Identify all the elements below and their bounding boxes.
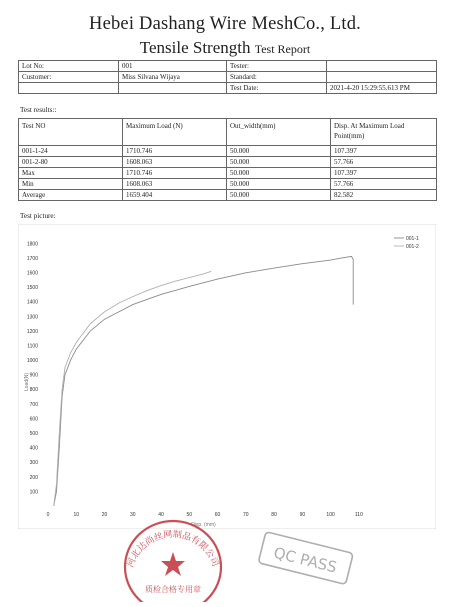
- lot-no-value: 001: [119, 61, 227, 72]
- report-title-sub: Test Report: [254, 42, 311, 56]
- tester-value: [327, 61, 437, 72]
- results-header-row: [19, 119, 437, 146]
- y-tick-label: 1600: [26, 270, 38, 277]
- y-tick-label: 1700: [26, 255, 38, 262]
- test-date-label: Test Date:: [227, 83, 327, 94]
- x-tick-label: 70: [243, 512, 249, 518]
- table-cell: 1710.746: [123, 146, 227, 157]
- x-tick-label: 10: [73, 512, 80, 518]
- y-tick-label: 100: [29, 489, 38, 496]
- table-cell: 57.766: [331, 179, 437, 190]
- customer-label: Customer:: [19, 72, 119, 83]
- tester-label: Tester:: [227, 61, 327, 72]
- table-row: [19, 157, 437, 168]
- info-row: [19, 72, 437, 83]
- table-row: [19, 146, 437, 157]
- y-tick-label: 1500: [26, 285, 38, 292]
- picture-label: Test picture:: [20, 212, 56, 220]
- customer-value: Miss Silvana Wijaya: [119, 72, 227, 83]
- report-title: [0, 38, 450, 58]
- table-row: [19, 168, 437, 179]
- x-tick-label: 30: [130, 512, 136, 518]
- table-cell: 001-2-80: [19, 157, 123, 168]
- chart-frame: [18, 224, 436, 529]
- lot-no-label: Lot No:: [19, 61, 119, 72]
- table-cell: 50.000: [227, 146, 331, 157]
- x-tick-label: 90: [299, 512, 306, 518]
- tensile-chart: [18, 224, 436, 529]
- table-cell: 001-1-24: [19, 146, 123, 157]
- qc-pass-text: QC PASS: [271, 543, 339, 577]
- x-tick-label: 20: [101, 512, 108, 518]
- x-tick-label: 100: [326, 512, 335, 518]
- x-tick-label: 0: [46, 512, 50, 518]
- col-header-disp: Disp. At Maximum Load Point(mm): [331, 119, 437, 146]
- y-tick-label: 1800: [26, 241, 38, 248]
- report-title-main: Tensile Strength: [139, 38, 251, 57]
- y-tick-label: 200: [29, 474, 38, 481]
- table-cell: 50.000: [227, 179, 331, 190]
- y-tick-label: 600: [29, 416, 38, 423]
- table-cell: 1710.746: [123, 168, 227, 179]
- y-tick-label: 1000: [26, 358, 38, 365]
- table-row: [19, 190, 437, 201]
- info-table: [18, 60, 437, 94]
- col-header-out-width: Out_width(mm): [227, 119, 331, 146]
- y-tick-label: 1400: [26, 299, 38, 306]
- info-row: [19, 83, 437, 94]
- x-tick-label: 40: [158, 512, 164, 518]
- info-empty-cell: [119, 83, 227, 94]
- results-table: [18, 118, 437, 201]
- y-tick-label: 500: [29, 431, 38, 438]
- x-tick-label: 80: [271, 512, 277, 518]
- y-tick-label: 1300: [26, 314, 38, 321]
- table-cell: 50.000: [227, 190, 331, 201]
- table-cell: 57.766: [331, 157, 437, 168]
- table-cell: 82.582: [331, 190, 437, 201]
- table-cell: Min: [19, 179, 123, 190]
- company-seal: [118, 512, 228, 607]
- y-tick-label: 1100: [27, 343, 38, 350]
- info-empty-cell: [19, 83, 119, 94]
- table-cell: 1608.063: [123, 157, 227, 168]
- y-tick-label: 900: [29, 372, 38, 379]
- table-cell: 107.397: [331, 168, 437, 179]
- results-label: Test results::: [20, 106, 57, 114]
- table-cell: 50.000: [227, 168, 331, 179]
- y-tick-label: 1200: [26, 328, 38, 335]
- y-tick-label: 700: [29, 401, 38, 408]
- table-cell: 50.000: [227, 157, 331, 168]
- y-tick-label: 300: [29, 460, 38, 467]
- table-cell: 1659.404: [123, 190, 227, 201]
- test-date-value: 2021-4-20 15:29:55.613 PM: [327, 83, 437, 94]
- seal-bottom-text: 质检合格专用章: [145, 585, 201, 594]
- seal-arc-text: 河北达尚丝网制品有限公司: [125, 529, 220, 569]
- legend-label: 001-2: [406, 244, 419, 250]
- standard-label: Standard:: [227, 72, 327, 83]
- table-cell: 107.397: [331, 146, 437, 157]
- table-row: [19, 179, 437, 190]
- x-axis-label: Disp. (mm): [191, 522, 216, 528]
- table-cell: Max: [19, 168, 123, 179]
- col-header-test-no: Test NO: [19, 119, 123, 146]
- y-axis-label: Load(N): [24, 372, 30, 391]
- x-tick-label: 60: [214, 512, 221, 518]
- company-name: Hebei Dashang Wire MeshCo., Ltd.: [89, 14, 361, 34]
- star-icon: [161, 552, 185, 576]
- table-cell: 1608.063: [123, 179, 227, 190]
- y-tick-label: 800: [29, 387, 38, 394]
- y-tick-label: 400: [29, 445, 38, 452]
- standard-value: [327, 72, 437, 83]
- table-cell: Average: [19, 190, 123, 201]
- info-row: [19, 61, 437, 72]
- x-tick-label: 50: [186, 512, 193, 518]
- x-tick-label: 110: [354, 512, 363, 518]
- qc-pass-stamp: [250, 528, 360, 599]
- col-header-max-load: Maximum Load (N): [123, 119, 227, 146]
- legend-label: 001-1: [406, 236, 419, 242]
